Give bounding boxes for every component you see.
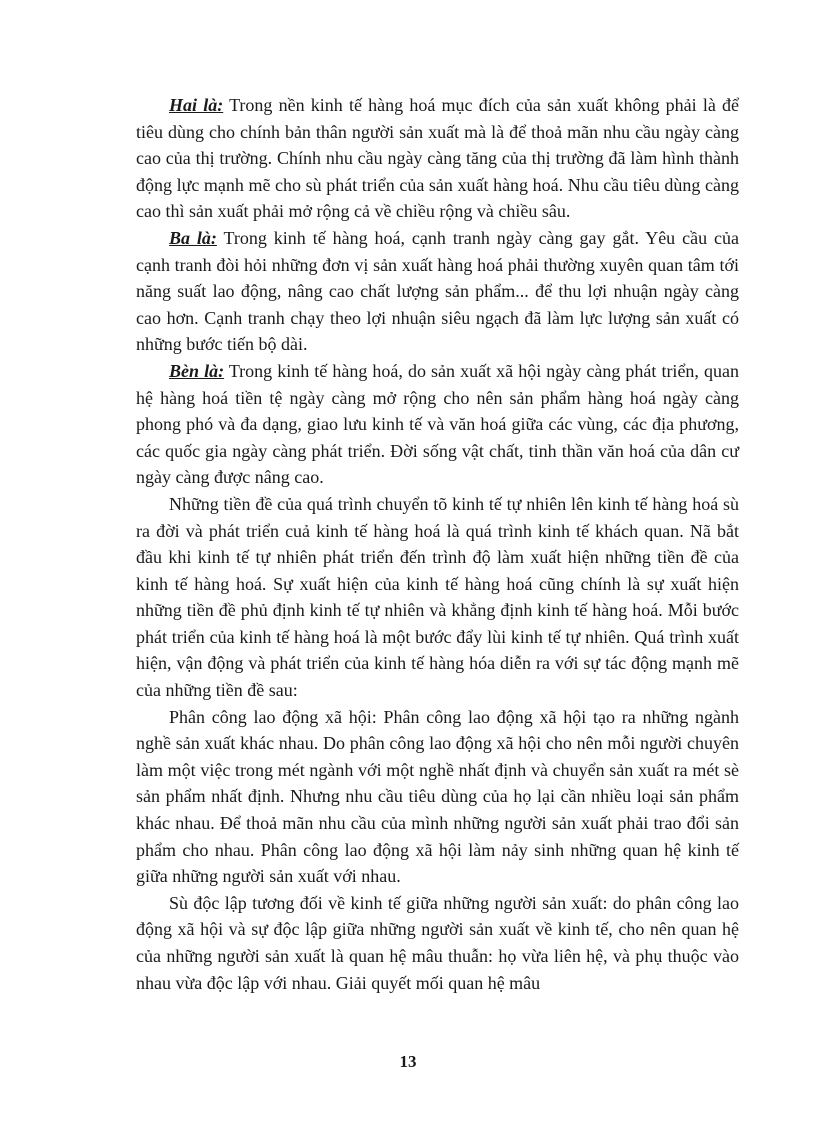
page-number: 13 <box>399 1052 417 1071</box>
paragraph-text: Trong kinh tế hàng hoá, cạnh tranh ngày càng gay gắt. Yêu cầu của cạnh tranh đòi hỏi những đơn vị sản xuất hàng hoá phải thường xuyên quan tâm tới năng suất lao động, nâng cao chất lượng sản phẩm... để thu lợi nhuận ngày càng cao hơn. Cạnh tranh chạy theo lợi nhuận siêu ngạch đã làm lực lượng sản xuất có những bước tiến bộ dài. <box>136 227 739 355</box>
paragraph-text: Những tiền đề của quá trình chuyển tõ kinh tế tự nhiên lên kinh tế hàng hoá sù ra đời và phát triển cuả kinh tế hàng hoá là quá trình kinh tế khách quan. Nã bắt đầu khi kinh tế tự nhiên phát triển đến trình độ làm xuất hiện những tiền đề của kinh tế hàng hoá. Sự xuất hiện của kinh tế hàng hoá cũng chính là sự xuất hiện những tiền đề phủ định kinh tế tự nhiên và khẳng định kinh tế hàng hoá. Mỗi bước phát triển của kinh tế hàng hoá là một bước đẩy lùi kinh tế tự nhiên. Quá trình xuất hiện, vận động và phát triển của kinh tế hàng hóa diễn ra với sự tác động mạnh mẽ của những tiền đề sau: <box>136 493 739 701</box>
paragraph-ba-la <box>136 225 739 358</box>
document-body <box>136 92 739 996</box>
paragraph-lead: Hai là: <box>169 95 224 115</box>
paragraph-phan-cong <box>136 704 739 890</box>
paragraph-text: Sù độc lập tương đối về kinh tế giữa những người sản xuất: do phân công lao động xã hội và sự độc lập giữa những người sản xuất về kinh tế, cho nên quan hệ của những người sản xuất là quan hệ mâu thuẫn: họ vừa liên hệ, và phụ thuộc vào nhau vừa độc lập với nhau. Giải quyết mối quan hệ mâu <box>136 892 739 993</box>
paragraph-text: Trong nền kinh tế hàng hoá mục đích của sản xuất không phải là để tiêu dùng cho chính bản thân người sản xuất mà là để thoả mãn nhu cầu ngày càng cao của thị trường. Chính nhu cầu ngày càng tăng của thị trường đã làm hình thành động lực mạnh mẽ cho sù phát triển của sản xuất hàng hoá. Nhu cầu tiêu dùng càng cao thì sản xuất phải mở rộng cả về chiều rộng và chiều sâu. <box>136 95 740 222</box>
paragraph-tien-de <box>136 491 739 704</box>
paragraph-text: Trong kinh tế hàng hoá, do sản xuất xã hội ngày càng phát triển, quan hệ hàng hoá tiền tệ ngày càng mở rộng cho nên sản phẩm hàng hoá ngày càng phong phó và đa dạng, giao lưu kinh tế và văn hoá giữa các vùng, các địa phương, các quốc gia ngày càng phát triển. Đời sống vật chất, tinh thần văn hoá của dân cư ngày càng được nâng cao. <box>136 360 739 488</box>
paragraph-lead: Bèn là: <box>169 360 225 381</box>
paragraph-bon-la <box>136 358 739 491</box>
paragraph-text: Phân công lao động xã hội: Phân công lao động xã hội tạo ra những ngành nghề sản xuất khác nhau. Do phân công lao động xã hội cho nên mỗi người chuyên làm một việc trong mét ngành với một nghề nhất định và chuyển sản xuất ra mét sè sản phẩm nhất định. Nhưng nhu cầu tiêu dùng của họ lại cần nhiều loại sản phẩm khác nhau. Để thoả mãn nhu cầu của mình những người sản xuất phải trao đổi sản phẩm cho nhau. Phân công lao động xã hội làm nảy sinh những quan hệ kinh tế giữa những người sản xuất với nhau. <box>136 706 739 887</box>
paragraph-hai-la <box>136 92 739 225</box>
paragraph-lead: Ba là: <box>169 227 217 248</box>
paragraph-doc-lap <box>136 890 739 996</box>
